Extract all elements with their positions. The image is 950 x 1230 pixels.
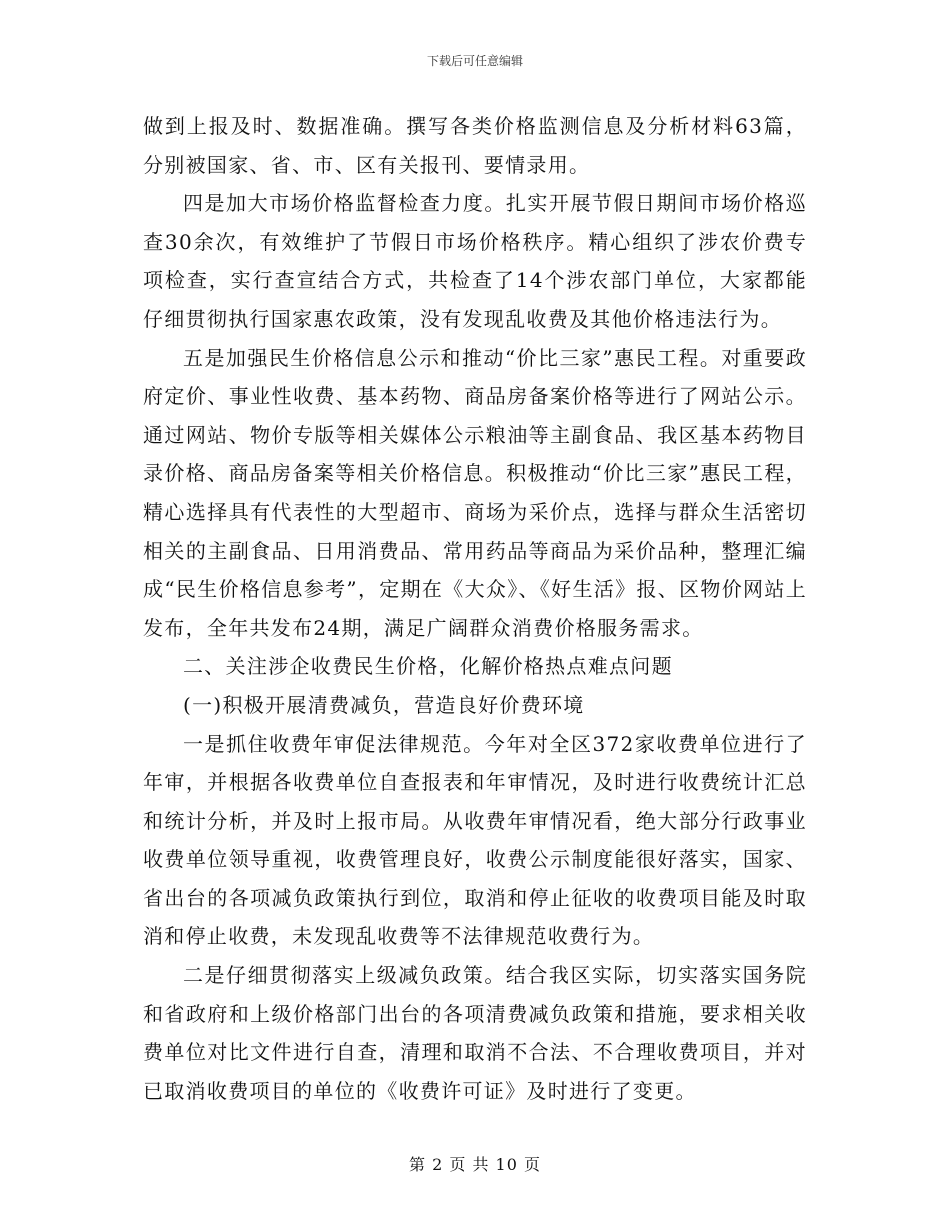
paragraph-burden-reduction: 二是仔细贯彻落实上级减负政策。结合我区实际，切实落实国务院和省政府和上级价格部门出台的各项清费减负政策和措施，要求相关收费单位对比文件进行自查，清理和取消不合法、不合理收费项目，并对已取消收费项目的单位的《收费许可证》及时进行了变更。 [143,963,807,1103]
paragraph-price-inspection: 四是加大市场价格监督检查力度。扎实开展节假日期间市场价格巡查30余次，有效维护了节假日市场价格秩序。精心组织了涉农价费专项检查，实行查宣结合方式，共检查了14个涉农部门单位，大家都能仔细贯彻执行国家惠农政策，没有发现乱收费及其他价格违法行为。 [143,191,807,331]
page-header-note: 下载后可任意编辑 [426,54,523,68]
page-label-mid: 页 共 [449,1155,490,1174]
paragraph-continuation: 做到上报及时、数据准确。撰写各类价格监测信息及分析材料63篇，分别被国家、省、市、区有关报刊、要情录用。 [143,114,807,177]
paragraph-price-disclosure: 五是加强民生价格信息公示和推动“价比三家”惠民工程。对重要政府定价、事业性收费、基本药物、商品房备案价格等进行了网站公示。通过网站、物价专版等相关媒体公示粮油等主副食品、我区基本药物目录价格、商品房备案等相关价格信息。积极推动“价比三家”惠民工程，精心选择具有代表性的大型超市、商场为采价点，选择与群众生活密切相关的主副食品、日用消费品、常用药品等商品为采价品种，整理汇编成“民生价格信息参考”，定期在《大众》、《好生活》报、区物价网站上发布，全年共发布24期，满足广阔群众消费价格服务需求。 [143,345,807,640]
subsection-heading-1: (一)积极开展清费减负，营造良好价费环境 [183,692,585,717]
total-pages: 10 [495,1155,518,1174]
page-label-suffix: 页 [524,1155,542,1174]
page-number: 2 [432,1155,444,1174]
section-heading-2: 二、关注涉企收费民生价格，化解价格热点难点问题 [183,654,673,679]
page-label-prefix: 第 [408,1155,426,1174]
paragraph-annual-review: 一是抓住收费年审促法律规范。今年对全区372家收费单位进行了年审，并根据各收费单位自查报表和年审情况，及时进行收费统计汇总和统计分析，并及时上报市局。从收费年审情况看，绝大部分行政事业收费单位领导重视，收费管理良好，收费公示制度能很好落实，国家、省出台的各项减负政策执行到位，取消和停止征收的收费项目能及时取消和停止收费，未发现乱收费等不法律规范收费行为。 [143,731,807,949]
page-footer [0,1152,950,1175]
document-body [143,107,807,1110]
